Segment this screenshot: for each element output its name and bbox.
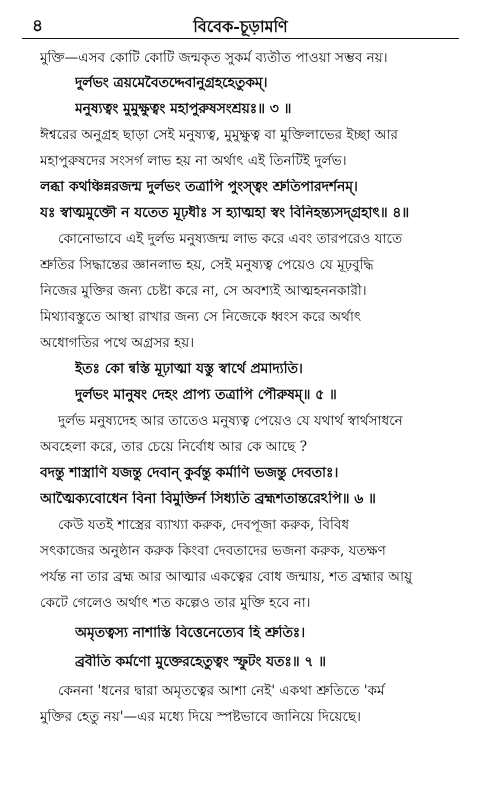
text-line: দুর্লভ মনুষ্যদেহ আর তাতেও মনুষ্যত্ব পেয়েও যে যথার্থ স্বার্থসাধনে (58, 413, 403, 429)
text-line: কেটে গেলেও অর্থাৎ শত কল্পেও তার মুক্তি হবে না। (40, 595, 311, 611)
text-line: অবহেলা করে, তার চেয়ে নির্বোধ আর কে আছে ? (40, 439, 308, 455)
running-title: বিবেক-চূড়ামণি (193, 17, 288, 36)
sloka-line: লব্ধা কথঞ্চিন্নরজন্ম দুর্লভং তত্রাপি পুংস্ত্বং শ্রুতিপারদর্শনম্। (40, 179, 358, 195)
text-line: কেউ যতই শাস্ত্রের ব্যাখ্যা করুক, দেবপূজা করুক, বিবিধ (58, 517, 350, 533)
sloka-line: মনুষ্যত্বং মুমুক্ষুত্বং মহাপুরুষসংশ্রয়ঃ॥ ৩ ॥ (75, 101, 292, 117)
text-line: শ্রুতির সিদ্ধান্তের জ্ঞানলাভ হয়, সেই মনুষ্যত্ব পেয়েও যে মূঢ়বুদ্ধি (40, 257, 374, 273)
text-line: কোনোভাবে এই দুর্লভ মনুষ্যজন্ম লাভ করে এবং তারপরেও যাতে (58, 231, 403, 247)
text-line: মহাপুরুষদের সংসর্গ লাভ হয় না অর্থাৎ এই তিনটিই দুর্লভ। (40, 153, 347, 169)
sloka-line: ব্রবীতি কর্মণো মুক্তেরহেতুত্বং স্ফুটং যতঃ॥ ৭ ॥ (75, 654, 326, 670)
sloka-line: অমৃতত্বস্য নাশাস্তি বিত্তেনেত্যেব হি শ্রুতিঃ। (75, 625, 306, 641)
text-line: মুক্তি—এসব কোটি কোটি জন্মকৃত সুকর্ম ব্যতীত পাওয়া সম্ভব নয়। (40, 50, 388, 66)
sloka-line: দুর্লভং মানুষং দেহং প্রাপ্য তত্রাপি পৌরুষম্॥ ৫ ॥ (75, 387, 337, 403)
text-line: ঈশ্বরের অনুগ্রহ ছাড়া সেই মনুষ্যত্ব, মুমুক্ষুত্ব বা মুক্তিলাভের ইচ্ছা আর (40, 127, 398, 143)
sloka-line: দুর্লভং ত্রয়মেবৈতদ্দেবানুগ্রহহেতুকম্। (75, 75, 268, 91)
text-line: কেননা 'ধনের দ্বারা অমৃতত্বের আশা নেই' একথা শ্রুতিতে 'কর্ম (58, 683, 385, 699)
page-number: ৪ (32, 16, 44, 36)
running-header (22, 8, 459, 39)
sloka-line: বদন্তু শাস্ত্রাণি যজন্তু দেবান্ কুর্বন্তু কর্মাণি ভজন্তু দেবতাঃ। (40, 465, 339, 481)
text-line: সৎকাজের অনুষ্ঠান করুক কিংবা দেবতাদের ভজনা করুক, যতক্ষণ (40, 543, 386, 559)
text-line: পর্যন্ত না তার ব্রহ্ম আর আত্মার একত্বের বোধ জন্মায়, শত ব্রহ্মার আয়ু (40, 569, 413, 585)
text-line: অধোগতির পথে অগ্রসর হয়। (40, 335, 195, 351)
text-line: মুক্তির হেতু নয়'—এর মধ্যে দিয়ে স্পষ্টভাবে জানিয়ে দিয়েছে। (40, 709, 362, 725)
sloka-line: ইতঃ কো ন্বস্তি মূঢ়াত্মা যস্তু স্বার্থে প্রমাদ্যতি। (75, 361, 303, 377)
sloka-line: যঃ স্বাত্মমুক্তৌ ন যতেত মূঢ়ধীঃ স হ্যাত্মহা স্বং বিনিহন্ত্যসদ্গ্রহাৎ॥ ৪॥ (40, 205, 410, 221)
text-line: নিজের মুক্তির জন্য চেষ্টা করে না, সে অবশ্যই আত্মহননকারী। (40, 283, 367, 299)
text-line: মিথ্যাবস্তুতে আস্থা রাখার জন্য সে নিজেকে ধ্বংস করে অর্থাৎ (40, 309, 362, 325)
sloka-line: আত্মৈক্যবোধেন বিনা বিমুক্তির্ন সিধ্যতি ব্রহ্মশতান্তরেঽপি॥ ৬ ॥ (40, 491, 376, 507)
